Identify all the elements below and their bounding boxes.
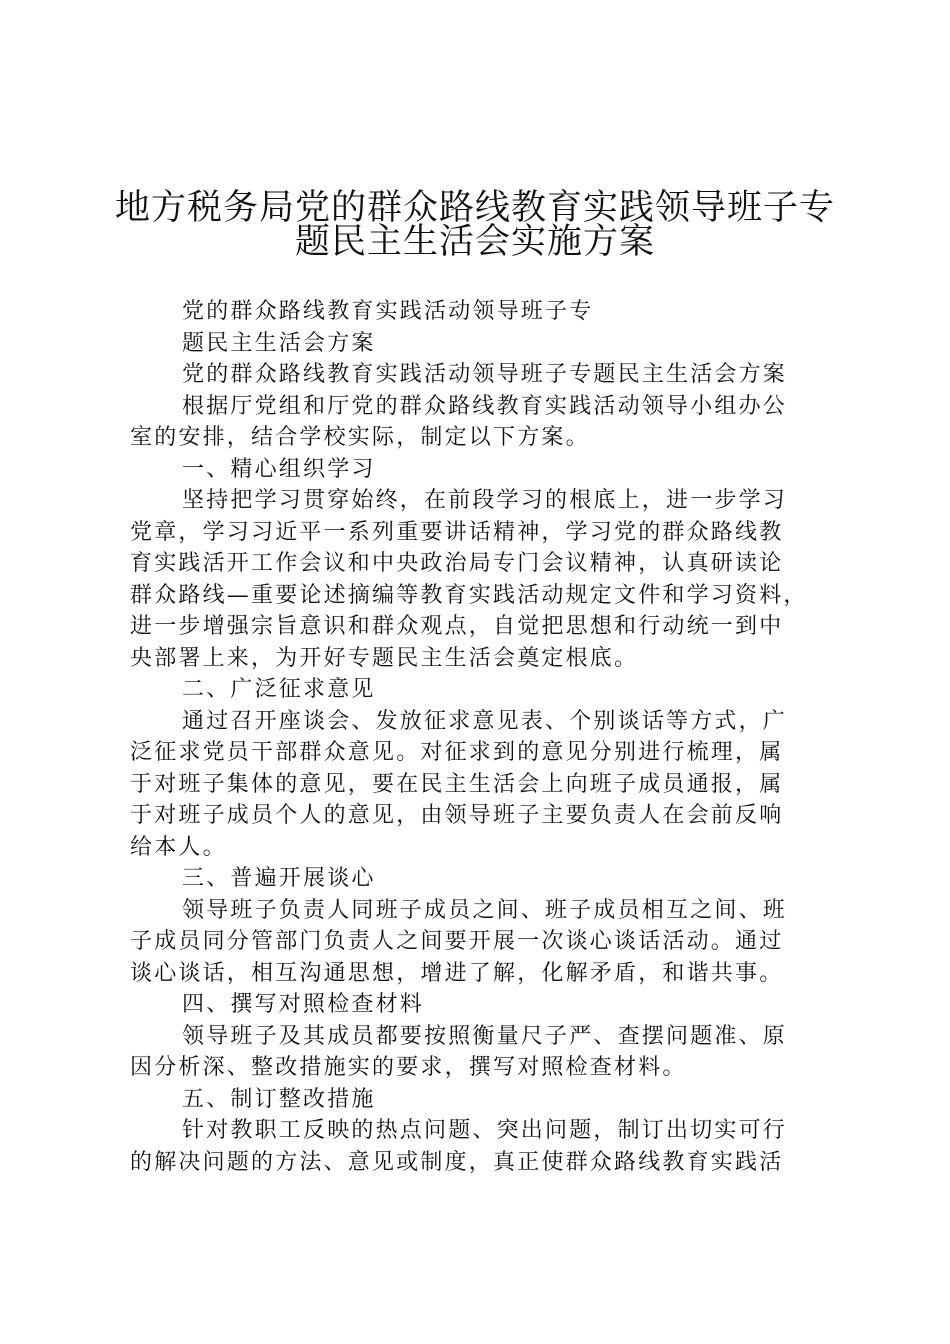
document-title-line-1: 地方税务局党的群众路线教育实践领导班子专 bbox=[114, 188, 835, 228]
body-line: 央部署上来，为开好专题民主生活会奠定根底。 bbox=[130, 645, 639, 671]
body-line: 根据厅党组和厅党的群众路线教育实践活动领导小组办公 bbox=[182, 393, 788, 419]
subtitle-line: 党的群众路线教育实践活动领导班子专 bbox=[182, 299, 594, 324]
document-title-line-2: 题民主生活会实施方案 bbox=[294, 222, 655, 262]
body-line: 因分析深、整改措施实的要求，撰写对照检查材料。 bbox=[130, 1055, 687, 1080]
body-line: 于对班子成员个人的意见，由领导班子主要负责人在会前反响 bbox=[130, 803, 784, 828]
body-line: 领导班子及其成员都要按照衡量尺子严、查摆问题准、原 bbox=[182, 1023, 788, 1049]
body-line: 给本人。 bbox=[130, 834, 227, 860]
section-heading: 五、制订整改措施 bbox=[182, 1086, 376, 1112]
section-heading: 三、普遍开展谈心 bbox=[182, 866, 376, 891]
body-line: 育实践活开工作会议和中央政治局专门会议精神，认真研读论 bbox=[130, 551, 784, 576]
body-line: 党的群众路线教育实践活动领导班子专题民主生活会方案 bbox=[182, 362, 788, 387]
body-line: 领导班子负责人同班子成员之间、班子成员相互之间、班 bbox=[182, 897, 788, 923]
body-line: 于对班子集体的意见，要在民主生活会上向班子成员通报，属 bbox=[130, 771, 784, 797]
section-heading: 二、广泛征求意见 bbox=[182, 677, 376, 702]
body-line: 的解决问题的方法、意见或制度，真正使群众路线教育实践活 bbox=[130, 1149, 784, 1175]
body-line: 通过召开座谈会、发放征求意见表、个别谈话等方式，广 bbox=[182, 708, 788, 734]
body-line: 室的安排，结合学校实际，制定以下方案。 bbox=[130, 425, 590, 450]
body-line: 针对教职工反映的热点问题、突出问题，制订出切实可行 bbox=[182, 1118, 788, 1143]
body-line: 坚持把学习贯穿始终，在前段学习的根底上，进一步学习 bbox=[182, 488, 788, 513]
body-line: 子成员同分管部门负责人之间要开展一次谈心谈话活动。通过 bbox=[130, 929, 784, 954]
body-line: 谈心谈话，相互沟通思想，增进了解，化解矛盾，和谐共事。 bbox=[130, 960, 784, 986]
body-line: 群众路线—重要论述摘编等教育实践活动规定文件和学习资料， bbox=[130, 582, 808, 608]
subtitle-line: 题民主生活会方案 bbox=[182, 330, 376, 356]
body-line: 党章，学习习近平一系列重要讲话精神，学习党的群众路线教 bbox=[130, 519, 784, 545]
section-heading: 一、精心组织学习 bbox=[182, 456, 376, 482]
document-body bbox=[130, 296, 820, 1178]
body-line: 泛征求党员干部群众意见。对征求到的意见分别进行梳理，属 bbox=[130, 740, 784, 765]
body-line: 进一步增强宗旨意识和群众观点，自觉把思想和行动统一到中 bbox=[130, 614, 784, 639]
section-heading: 四、撰写对照检查材料 bbox=[182, 992, 425, 1017]
